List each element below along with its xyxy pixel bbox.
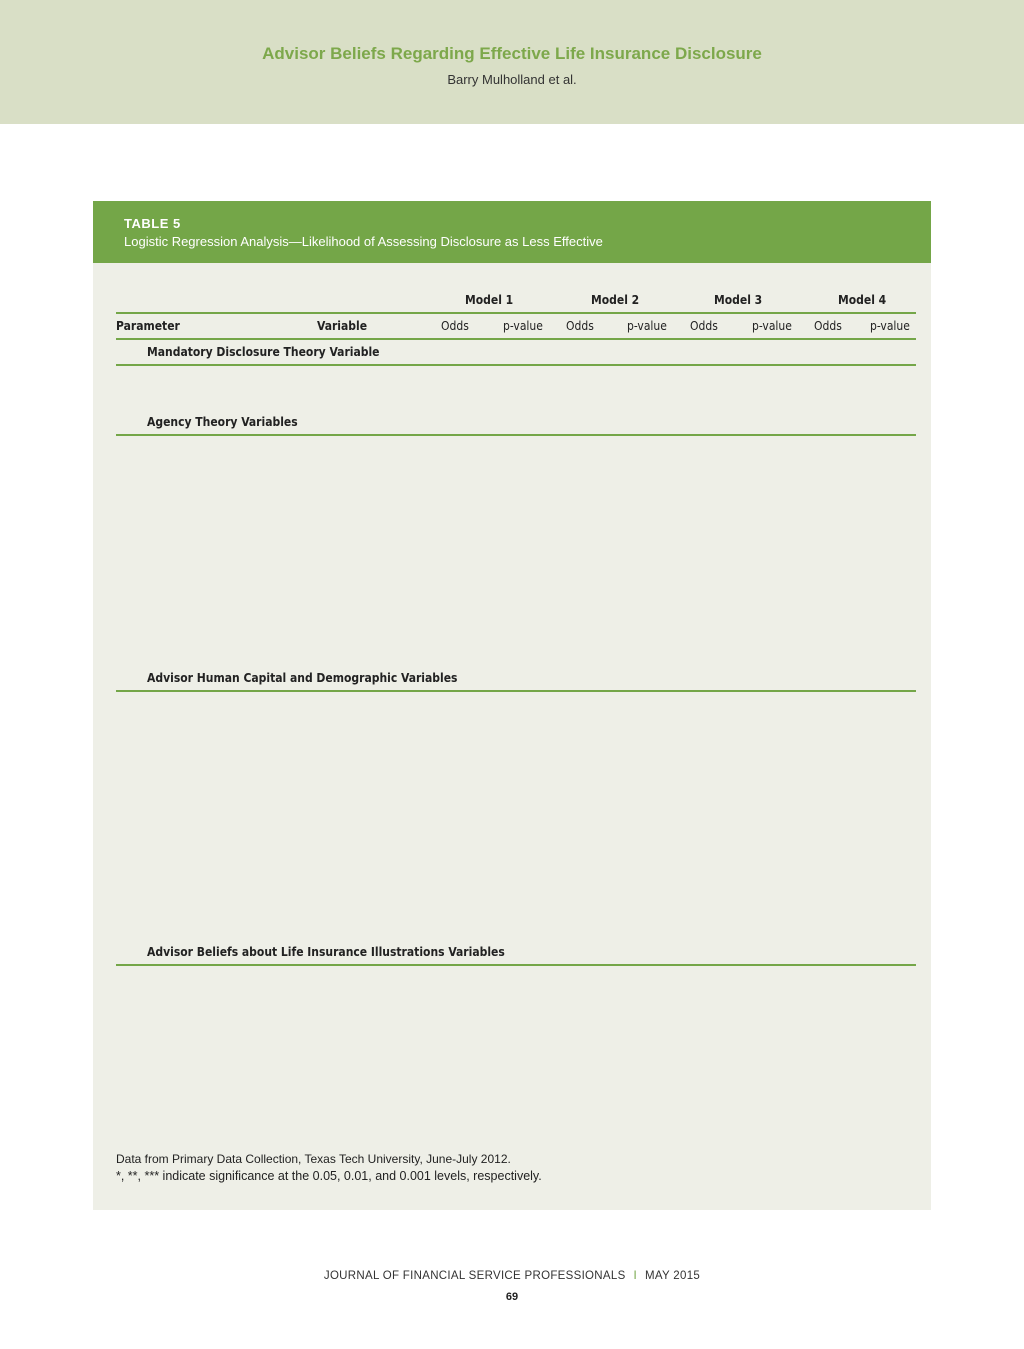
table-label: TABLE 5 bbox=[124, 216, 181, 231]
odds-column-header: Odds bbox=[814, 319, 842, 333]
table-source-note: Data from Primary Data Collection, Texas Tech University, June-July 2012. bbox=[116, 1152, 511, 1166]
model-header: Model 1 bbox=[465, 293, 514, 307]
odds-column-header: Odds bbox=[441, 319, 469, 333]
p-value-column-header: p-value bbox=[752, 319, 792, 333]
section-heading: Advisor Beliefs about Life Insurance Illustrations Variables bbox=[147, 945, 505, 959]
section-rule bbox=[116, 364, 916, 366]
table-significance-note: *, **, *** indicate significance at the 0.05, 0.01, and 0.001 levels, respectively. bbox=[116, 1169, 542, 1183]
header-rule bbox=[116, 312, 916, 314]
p-value-column-header: p-value bbox=[870, 319, 910, 333]
section-rule bbox=[116, 690, 916, 692]
variable-column-header: Variable bbox=[317, 319, 368, 333]
article-title: Advisor Beliefs Regarding Effective Life Insurance Disclosure bbox=[262, 44, 762, 63]
page-number: 69 bbox=[505, 1291, 519, 1303]
model-header: Model 3 bbox=[714, 293, 763, 307]
odds-column-header: Odds bbox=[566, 319, 594, 333]
section-heading: Mandatory Disclosure Theory Variable bbox=[147, 345, 380, 359]
section-rule bbox=[116, 964, 916, 966]
issue-date: MAY 2015 bbox=[645, 1270, 701, 1282]
section-heading: Agency Theory Variables bbox=[147, 415, 298, 429]
regression-table-panel bbox=[93, 263, 931, 1210]
table-title-band bbox=[93, 201, 931, 263]
table-caption: Logistic Regression Analysis—Likelihood of Assessing Disclosure as Less Effective bbox=[124, 234, 603, 249]
p-value-column-header: p-value bbox=[627, 319, 667, 333]
section-rule bbox=[116, 434, 916, 436]
odds-column-header: Odds bbox=[690, 319, 718, 333]
model-header: Model 4 bbox=[838, 293, 887, 307]
model-header: Model 2 bbox=[591, 293, 640, 307]
article-authors: Barry Mulholland et al. bbox=[447, 72, 577, 87]
journal-footer bbox=[0, 1270, 1024, 1282]
p-value-column-header: p-value bbox=[503, 319, 543, 333]
journal-name: JOURNAL OF FINANCIAL SERVICE PROFESSIONALS bbox=[323, 1270, 626, 1282]
column-header-rule bbox=[116, 338, 916, 340]
parameter-column-header: Parameter bbox=[116, 319, 180, 333]
section-heading: Advisor Human Capital and Demographic Variables bbox=[147, 671, 458, 685]
footer-separator: I bbox=[633, 1270, 638, 1282]
